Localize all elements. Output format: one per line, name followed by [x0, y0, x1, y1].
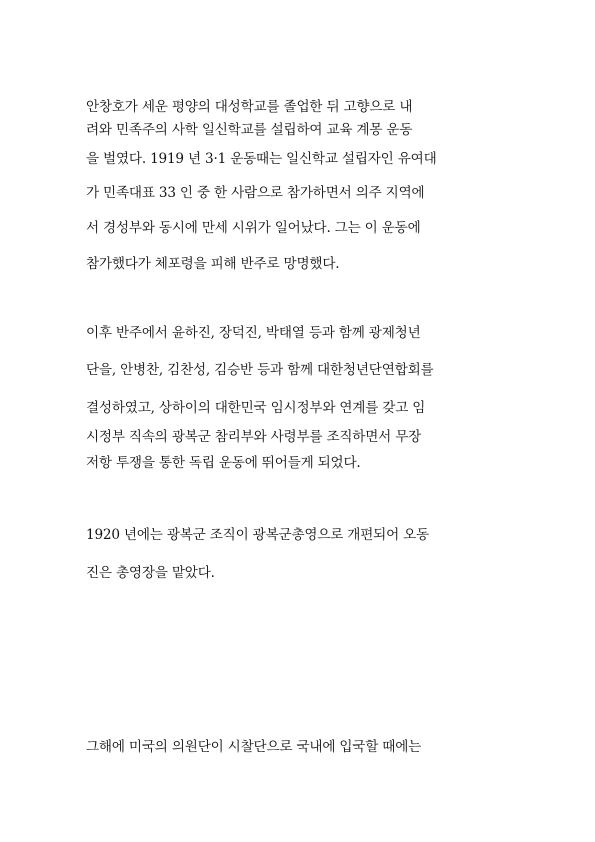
paragraph-1-line-1: 안창호가 세운 평양의 대성학교를 졸업한 뒤 고향으로 내 [86, 99, 413, 115]
paragraph-2-line-3: 결성하였고, 상하이의 대한민국 임시정부와 연계를 갖고 임 [86, 400, 426, 416]
paragraph-1-line-5: 서 경성부와 동시에 만세 시위가 일어났다. 그는 이 운동에 [86, 220, 421, 236]
paragraph-3-line-2: 진은 총영장을 맡았다. [86, 565, 215, 581]
paragraph-1-line-6: 참가했다가 체포령을 피해 반주로 망명했다. [86, 256, 340, 272]
paragraph-2-line-2: 단을, 안병찬, 김찬성, 김승반 등과 함께 대한청년단연합회를 [86, 362, 434, 378]
paragraph-1-line-4: 가 민족대표 33 인 중 한 사람으로 참가하면서 의주 지역에 [86, 185, 425, 201]
paragraph-2-line-5: 저항 투쟁을 통한 독립 운동에 뛰어들게 되었다. [86, 455, 361, 471]
paragraph-2-line-1: 이후 반주에서 윤하진, 장덕진, 박태열 등과 함께 광제청년 [86, 325, 421, 341]
paragraph-2-line-4: 시정부 직속의 광복군 참리부와 사령부를 조직하면서 무장 [86, 429, 422, 445]
paragraph-3-line-1: 1920 년에는 광복군 조직이 광복군총영으로 개편되어 오동 [86, 527, 430, 543]
paragraph-1-line-3: 을 벌였다. 1919 년 3·1 운동때는 일신학교 설립자인 유여대 [86, 151, 437, 167]
paragraph-4-line-1: 그해에 미국의 의원단이 시찰단으로 국내에 입국할 때에는 [86, 739, 422, 755]
paragraph-1-line-2: 려와 민족주의 사학 일신학교를 설립하여 교육 계몽 운동 [86, 122, 413, 138]
